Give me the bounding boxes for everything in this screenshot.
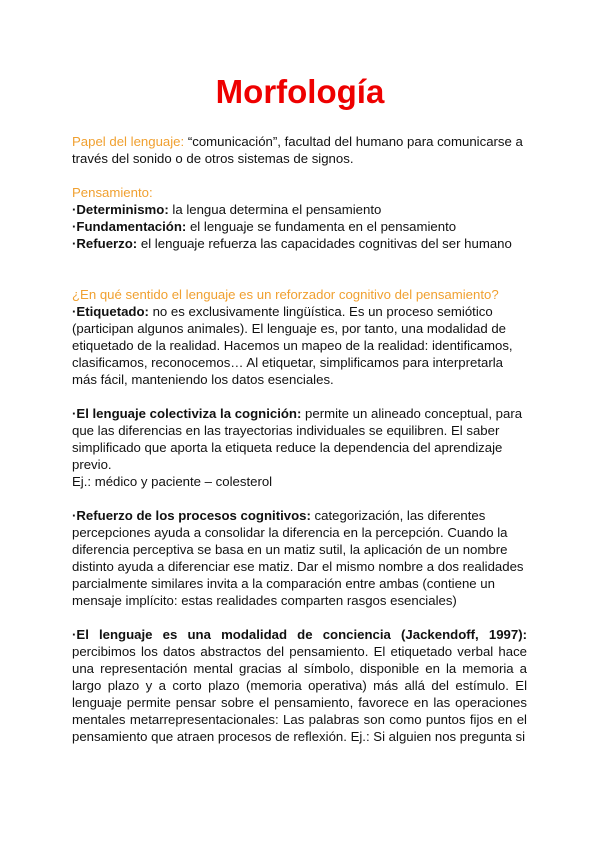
refuerzo-text: categorización, las diferentes percepciones ayuda a consolidar la diferencia en la percepción. Cuando la diferencia perceptiva se basa en un matiz sutil, la aplicación de un nombre distinto ayuda a diferenciar ese matiz. Dar el mismo nombre a dos realidades parcialmente similares invita a la comparación entre ambas (contiene un mensaje implícito: estas realidades comparten rasgos esenciales)	[72, 508, 524, 608]
etiquetado-term: ·Etiquetado:	[72, 304, 149, 319]
item-text: el lenguaje se fundamenta en el pensamiento	[186, 219, 457, 234]
colectiviza-example: Ej.: médico y paciente – colesterol	[72, 474, 273, 489]
intro-text: “comunicación”, facultad del humano para comunicarse a través del sonido o de otros sistemas de signos.	[72, 134, 523, 166]
list-item-fundamentacion	[72, 218, 527, 235]
etiquetado-text: no es exclusivamente lingüística. Es un proceso semiótico (participan algunos animales). El lenguaje es, por tanto, una modalidad de etiquetado de la realidad. Hacemos un mapeo de la realidad: identificamos, clasificamos, reconocemos… Al etiquetar, simplificamos para interpretarla más fácil, manteniendo los datos esenciales.	[72, 304, 513, 387]
colectiviza-term: ·El lenguaje colectiviza la cognición:	[72, 406, 302, 421]
intro-paragraph	[72, 133, 527, 167]
pensamiento-heading: Pensamiento:	[72, 185, 153, 200]
colectiviza-paragraph	[72, 405, 527, 473]
question-heading: ¿En qué sentido el lenguaje es un reforzador cognitivo del pensamiento?	[72, 287, 499, 302]
refuerzo-term: ·Refuerzo de los procesos cognitivos:	[72, 508, 311, 523]
item-text: el lenguaje refuerza las capacidades cognitivas del ser humano	[137, 236, 512, 251]
list-item-refuerzo	[72, 235, 527, 252]
conciencia-text: percibimos los datos abstractos del pensamiento. El etiquetado verbal hace una representación mental gracias al símbolo, disponible en la memoria a largo plazo y a corto plazo (memoria operativa) más allá del estímulo. El lenguaje permite pensar sobre el pensamiento, favorece en las operaciones mentales metarrepresentacionales: Las palabras son como puntos fijos en el pensamiento que atraen procesos de reflexión. Ej.: Si alguien nos pregunta si	[72, 644, 527, 744]
conciencia-paragraph	[72, 626, 527, 745]
refuerzo-paragraph	[72, 507, 527, 609]
item-text: la lengua determina el pensamiento	[168, 202, 382, 217]
intro-label: Papel del lenguaje:	[72, 134, 185, 149]
item-term: ·Refuerzo:	[72, 236, 138, 251]
item-term: ·Fundamentación:	[72, 219, 187, 234]
item-term: ·Determinismo:	[72, 202, 169, 217]
list-item-determinismo	[72, 201, 527, 218]
document-body	[72, 133, 527, 745]
colectiviza-text: permite un alineado conceptual, para que las diferencias en las trayectorias individuales se equilibren. El saber simplificado que aporta la etiqueta reduce la dependencia del aprendizaje previo.	[72, 406, 523, 472]
etiquetado-paragraph	[72, 303, 527, 388]
conciencia-term: ·El lenguaje es una modalidad de conciencia (Jackendoff, 1997):	[72, 627, 527, 642]
page-title: Morfología	[215, 73, 385, 110]
